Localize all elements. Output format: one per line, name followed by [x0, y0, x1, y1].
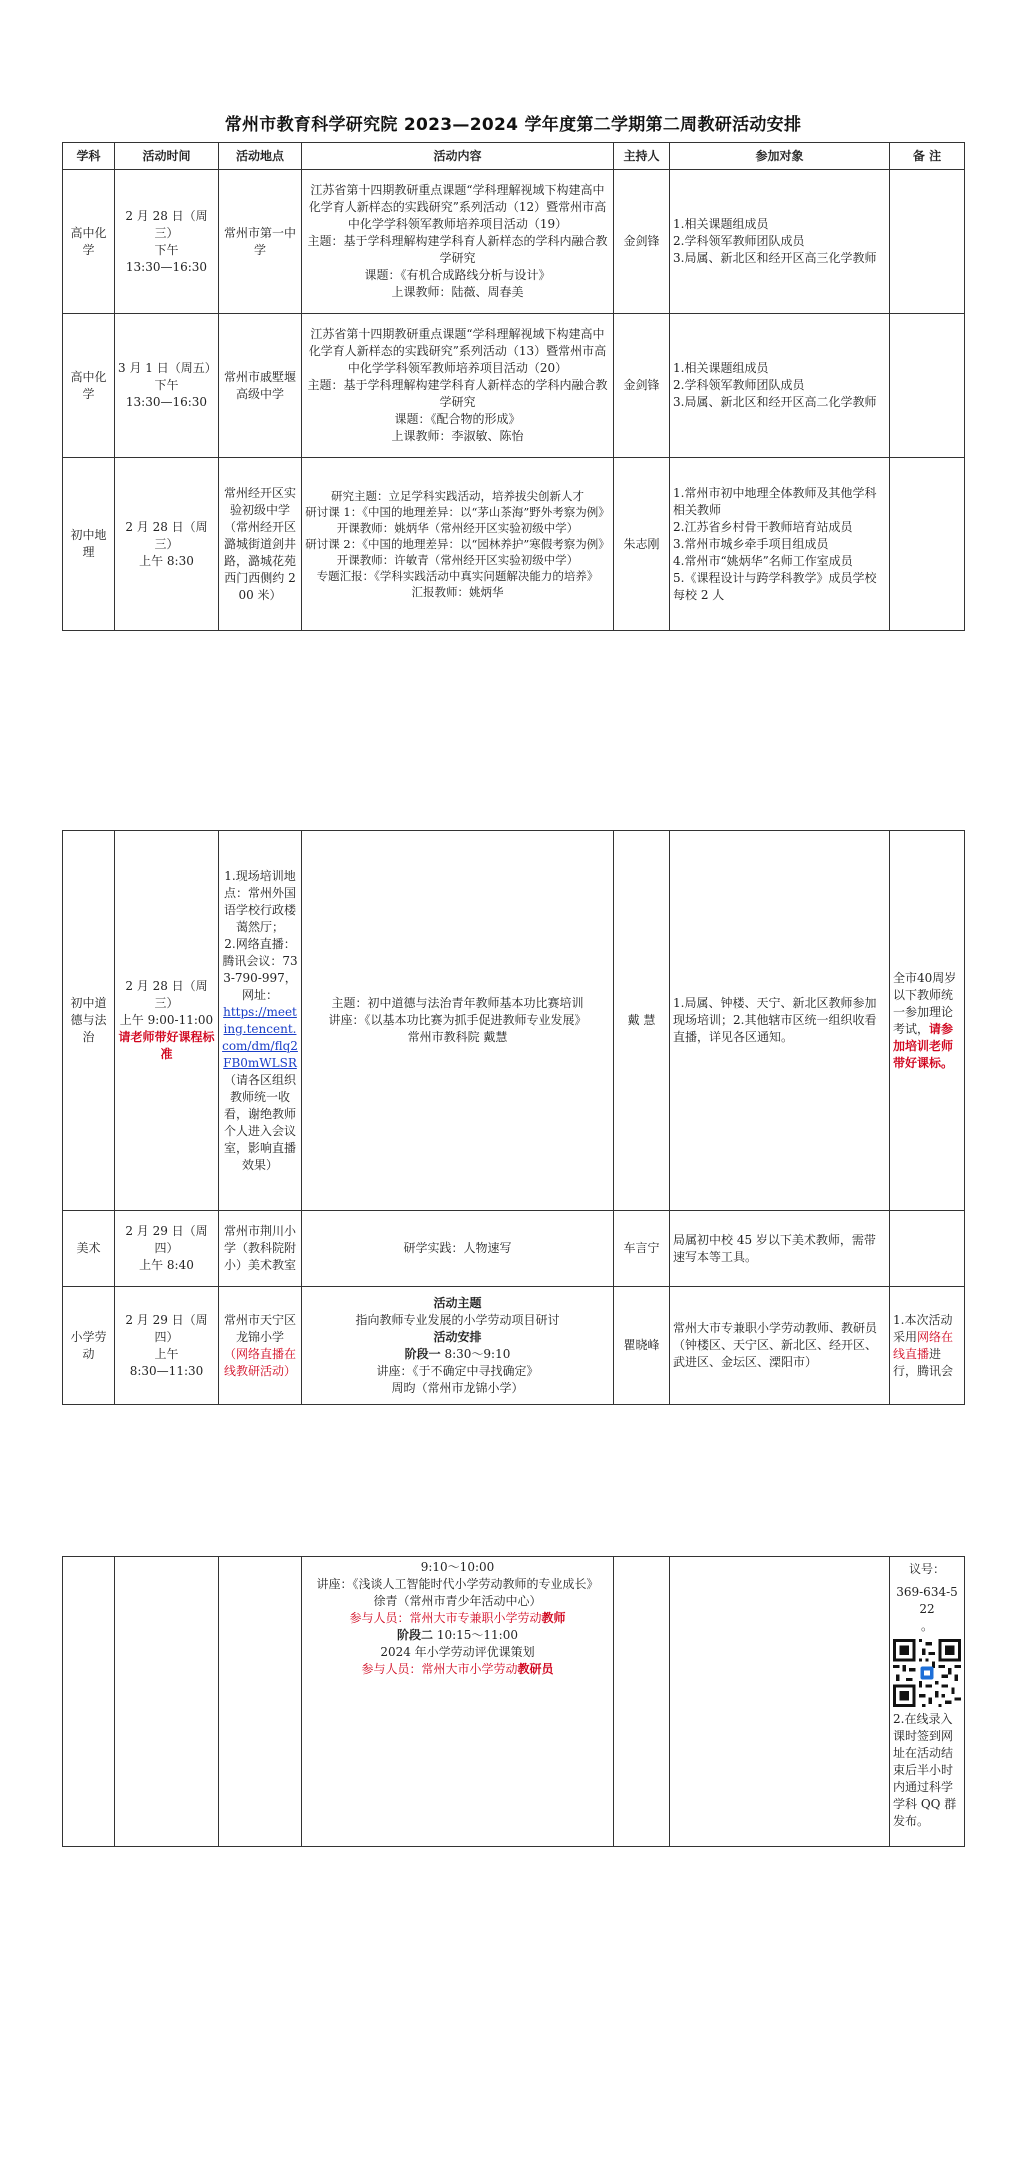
cell-host: 金剑锋 [614, 314, 670, 458]
cell-time [115, 1557, 219, 1847]
content-line: 2024 年小学劳动评优课策划 [380, 1645, 535, 1659]
cell-participants [670, 1287, 890, 1405]
stage-label: 阶段二 [397, 1628, 434, 1642]
schedule-table-part-1 [62, 142, 965, 631]
cell-participants [670, 314, 890, 458]
cell-time [115, 458, 219, 631]
cell-time [115, 314, 219, 458]
cell-host: 金剑锋 [614, 170, 670, 314]
time-reminder: 请老师带好课程标准 [118, 1030, 215, 1061]
participant-line: 1.局属、钟楼、天宁、新北区教师参加现场培训；2.其他辖市区统一组织收看直播，详见各区通知。 [673, 996, 877, 1044]
note-reminder: 请参加培训老师带好课标。 [893, 1021, 954, 1070]
cell-content [302, 1287, 614, 1405]
content-line: 开课教师：姚炳华（常州经开区实验初级中学） [336, 521, 579, 535]
table-row [63, 1557, 965, 1847]
time-range: 8:30—11:30 [129, 1363, 204, 1378]
cell-subject: 高中化学 [63, 170, 115, 314]
stage-time: 9:10～10:00 [420, 1560, 495, 1574]
note-text: 全市40周岁以下教师统一参加理论考试， [893, 970, 957, 1036]
meeting-link[interactable]: https://meeting.tencent.com/dm/flq2FB0mWLSR [222, 1004, 298, 1070]
content-line: 指向教师专业发展的小学劳动项目研讨 [355, 1312, 560, 1327]
table-header-row [63, 143, 965, 170]
cell-host: 车言宁 [614, 1211, 670, 1287]
place-line: 1.现场培训地点：常州外国语学校行政楼蔼然厅； [223, 868, 296, 934]
cell-host: 朱志刚 [614, 458, 670, 631]
cell-host [614, 1557, 670, 1847]
participant-line: 局属初中校 45 岁以下美术教师，需带速写本等工具。 [673, 1232, 876, 1264]
time-period: 上午 [154, 1346, 179, 1361]
note-text: 议号： [908, 1562, 945, 1576]
cell-participants [670, 170, 890, 314]
time-range: 13:30—16:30 [125, 395, 208, 409]
header-subject: 学科 [63, 143, 115, 170]
content-line: 周昀（常州市龙锦小学） [391, 1380, 524, 1395]
qr-code-icon[interactable] [893, 1639, 961, 1707]
cell-note [890, 170, 965, 314]
cell-time [115, 1287, 219, 1405]
stage-time: 10:15～11:00 [433, 1628, 518, 1642]
cell-note [890, 1211, 965, 1287]
content-line: 课题：《配合物的形成》 [394, 412, 521, 426]
content-line: 江苏省第十四期教研重点课题“学科理解视域下构建高中化学育人新样态的实践研究”系列活动（13）暨常州市高中化学学科领军教师培养项目活动（20） [308, 327, 607, 375]
header-note: 备 注 [890, 143, 965, 170]
time-date: 2 月 29 日（周四） [125, 1224, 208, 1255]
header-host: 主持人 [614, 143, 670, 170]
time-period: 上午 9:00-11:00 [119, 1013, 214, 1027]
content-line: 专题汇报：《学科实践活动中真实问题解决能力的培养》 [316, 569, 599, 583]
note-reminder: 网络在线直播 [893, 1329, 954, 1361]
time-period: 下午 [154, 242, 179, 257]
content-line: 研学实践：人物速写 [403, 1241, 512, 1255]
cell-content [302, 458, 614, 631]
header-content: 活动内容 [302, 143, 614, 170]
place-remark: （网络直播在线教研活动） [223, 1346, 296, 1378]
cell-participants [670, 458, 890, 631]
content-line: 主题：基于学科理解构建学科育人新样态的学科内融合教学研究 [307, 378, 608, 409]
cell-place [219, 1287, 302, 1405]
cell-note [890, 831, 965, 1211]
time-date: 2 月 28 日（周三） [125, 519, 208, 551]
cell-subject: 美术 [63, 1211, 115, 1287]
meeting-id: 369-634-522 [896, 1585, 958, 1616]
header-participants: 参加对象 [670, 143, 890, 170]
content-line: 开课教师：许敏青（常州经开区实验初级中学） [336, 553, 579, 567]
participants-remark: 参与人员：常州大市专兼职小学劳动 [349, 1611, 542, 1625]
cell-content [302, 1557, 614, 1847]
table-row [63, 458, 965, 631]
cell-note [890, 314, 965, 458]
content-line: 讲座：《于不确定中寻找确定》 [376, 1363, 539, 1378]
participant-line: 1.相关课题组成员 [673, 361, 769, 375]
header-place: 活动地点 [219, 143, 302, 170]
place-line: （请各区组织教师统一收看，谢绝教师个人进入会议室，影响直播效果） [223, 1072, 296, 1172]
participant-line: 常州大市专兼职小学劳动教师、教研员（钟楼区、天宁区、新北区、经开区、武进区、金坛区、溧阳市） [673, 1321, 878, 1369]
participant-line: 3.常州市城乡牵手项目组成员 [673, 536, 829, 551]
content-line: 上课教师：陆薇、周春美 [391, 285, 524, 299]
cell-subject: 小学劳动 [63, 1287, 115, 1405]
stage-label: 阶段一 [404, 1346, 441, 1361]
cell-subject: 初中道德与法治 [63, 831, 115, 1211]
cell-place [219, 1557, 302, 1847]
content-line: 研讨课 2：《中国的地理差异：以“园林养护”寒假考察为例》 [305, 537, 610, 551]
content-line: 徐青（常州市青少年活动中心） [373, 1594, 542, 1608]
cell-participants [670, 1557, 890, 1847]
cell-subject: 初中地理 [63, 458, 115, 631]
note-text: 进行，腾讯会 [893, 1346, 954, 1378]
place-line: 2.网络直播：腾讯会议：733-790-997，网址： [222, 936, 298, 1002]
participants-remark-bold: 教师 [541, 1611, 566, 1625]
participant-line: 2.学科领军教师团队成员 [673, 378, 805, 392]
header-time: 活动时间 [115, 143, 219, 170]
content-line: 主题：初中道德与法治青年教师基本功比赛培训 [331, 996, 584, 1010]
cell-host: 戴 慧 [614, 831, 670, 1211]
note-text: 1.本次活动采用 [893, 1312, 953, 1344]
content-line: 课题：《有机合成路线分析与设计》 [364, 268, 551, 282]
content-line: 研究主题：立足学科实践活动，培养拔尖创新人才 [331, 489, 584, 503]
time-range: 13:30—16:30 [125, 259, 208, 274]
cell-time [115, 831, 219, 1211]
content-heading: 活动主题 [433, 1295, 482, 1310]
participant-line: 1.相关课题组成员 [673, 217, 769, 231]
table-row [63, 170, 965, 314]
cell-participants [670, 1211, 890, 1287]
table-row [63, 1211, 965, 1287]
time-period: 下午 [154, 378, 179, 392]
time-period: 上午 8:40 [139, 1258, 194, 1272]
participant-line: 4.常州市“姚炳华”名师工作室成员 [673, 553, 853, 568]
participant-line: 2.学科领军教师团队成员 [673, 234, 805, 248]
time-date: 2 月 29 日（周四） [125, 1312, 208, 1344]
cell-content [302, 314, 614, 458]
page-title: 常州市教育科学研究院 2023—2024 学年度第二学期第二周教研活动安排 [224, 115, 802, 135]
participant-line: 2.江苏省乡村骨干教师培育站成员 [673, 519, 853, 534]
time-date: 3 月 1 日（周五） [118, 361, 217, 375]
cell-place: 常州经开区实验初级中学（常州经开区潞城街道剑井路，潞城花苑西门西侧约 200 米） [219, 458, 302, 631]
content-line: 常州市教科院 戴慧 [407, 1030, 508, 1044]
schedule-table-part-3 [62, 1556, 965, 1847]
cell-content [302, 1211, 614, 1287]
cell-content [302, 831, 614, 1211]
content-line: 讲座：《以基本功比赛为抓手促进教师专业发展》 [328, 1013, 587, 1027]
cell-note [890, 1557, 965, 1847]
cell-host: 瞿晓峰 [614, 1287, 670, 1405]
content-line: 上课教师：李淑敏、陈怡 [391, 429, 524, 443]
content-line: 主题：基于学科理解构建学科育人新样态的学科内融合教学研究 [307, 234, 608, 265]
stage-time: 8:30～9:10 [440, 1346, 511, 1361]
participants-remark-bold: 教研员 [517, 1662, 554, 1676]
content-line: 江苏省第十四期教研重点课题“学科理解视域下构建高中化学育人新样态的实践研究”系列活动（12）暨常州市高中化学学科领军教师培养项目活动（19） [308, 183, 607, 231]
cell-subject [63, 1557, 115, 1847]
cell-content [302, 170, 614, 314]
cell-note [890, 458, 965, 631]
time-date: 2 月 28 日（周三） [125, 979, 208, 1010]
content-line: 汇报教师：姚炳华 [411, 585, 504, 599]
participant-line: 1.常州市初中地理全体教师及其他学科相关教师 [673, 485, 877, 517]
cell-place [219, 831, 302, 1211]
cell-participants [670, 831, 890, 1211]
table-row [63, 1287, 965, 1405]
content-line: 讲座：《浅谈人工智能时代小学劳动教师的专业成长》 [316, 1577, 599, 1591]
place-line: 常州市天宁区龙锦小学 [223, 1312, 296, 1344]
cell-place: 常州市第一中学 [219, 170, 302, 314]
table-row [63, 314, 965, 458]
note-text: 2.在线录入课时签到网址在活动结束后半小时内通过科学学科 QQ 群发布。 [893, 1712, 957, 1828]
cell-subject: 高中化学 [63, 314, 115, 458]
cell-note [890, 1287, 965, 1405]
participants-remark: 参与人员：常州大市小学劳动 [361, 1662, 518, 1676]
content-line: 研讨课 1：《中国的地理差异：以“茅山茶海”野外考察为例》 [305, 505, 610, 519]
cell-place: 常州市戚墅堰高级中学 [219, 314, 302, 458]
table-row [63, 831, 965, 1211]
cell-place: 常州市荆川小学（教科院附小）美术教室 [219, 1211, 302, 1287]
cell-time [115, 1211, 219, 1287]
cell-time [115, 170, 219, 314]
schedule-table-part-2 [62, 830, 965, 1405]
participant-line: 3.局属、新北区和经开区高二化学教师 [673, 395, 877, 409]
time-period: 上午 8:30 [139, 553, 194, 568]
participant-line: 5.《课程设计与跨学科教学》成员学校每校 2 人 [673, 570, 877, 602]
time-date: 2 月 28 日（周三） [125, 208, 208, 240]
note-text: 。 [920, 1619, 933, 1633]
content-heading: 活动安排 [433, 1329, 482, 1344]
participant-line: 3.局属、新北区和经开区高三化学教师 [673, 251, 877, 265]
